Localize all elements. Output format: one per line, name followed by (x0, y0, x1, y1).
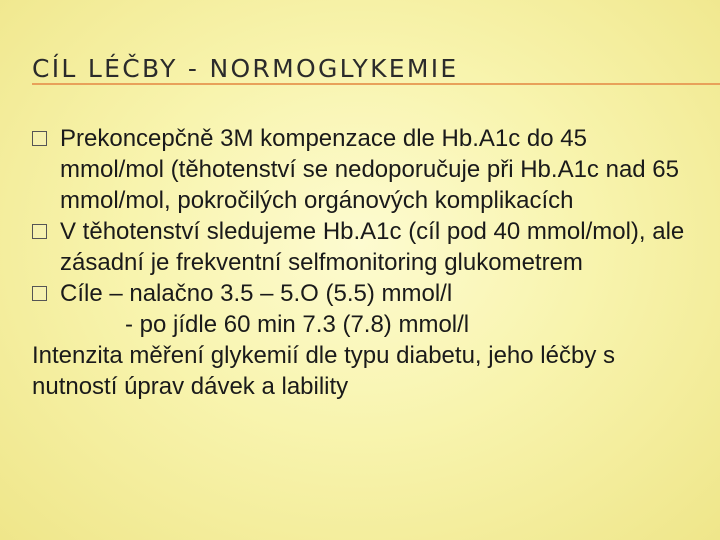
bullet-text: V těhotenství sledujeme Hb.A1c (cíl pod 40 mmol/mol), ale zásadní je frekventní selfmonitoring glukometrem (60, 218, 685, 276)
title-underline (32, 83, 720, 85)
checkbox-bullet-icon (32, 286, 47, 301)
slide-content (32, 123, 696, 402)
bullet-text: Cíle – nalačno 3.5 – 5.O (5.5) mmol/l (60, 280, 453, 307)
bullet-item-preconception (32, 123, 696, 216)
targets-continuation: - po jídle 60 min 7.3 (7.8) mmol/l (125, 311, 470, 338)
bullet-item-targets (32, 278, 696, 309)
checkbox-bullet-icon (32, 131, 47, 146)
checkbox-bullet-icon (32, 224, 47, 239)
slide-title: CÍL LÉČBY - NORMOGLYKEMIE (32, 54, 459, 83)
bullet-text: Prekoncepčně 3M kompenzace dle Hb.A1c do 45 mmol/mol (těhotenství se nedoporučuje při Hb.A1c nad 65 mmol/mol, pokročilých orgánových komplikacích (60, 125, 679, 214)
bullet-item-pregnancy (32, 216, 696, 278)
measurement-paragraph: Intenzita měření glykemií dle typu diabetu, jeho léčby s nutností úprav dávek a lability (32, 342, 615, 400)
